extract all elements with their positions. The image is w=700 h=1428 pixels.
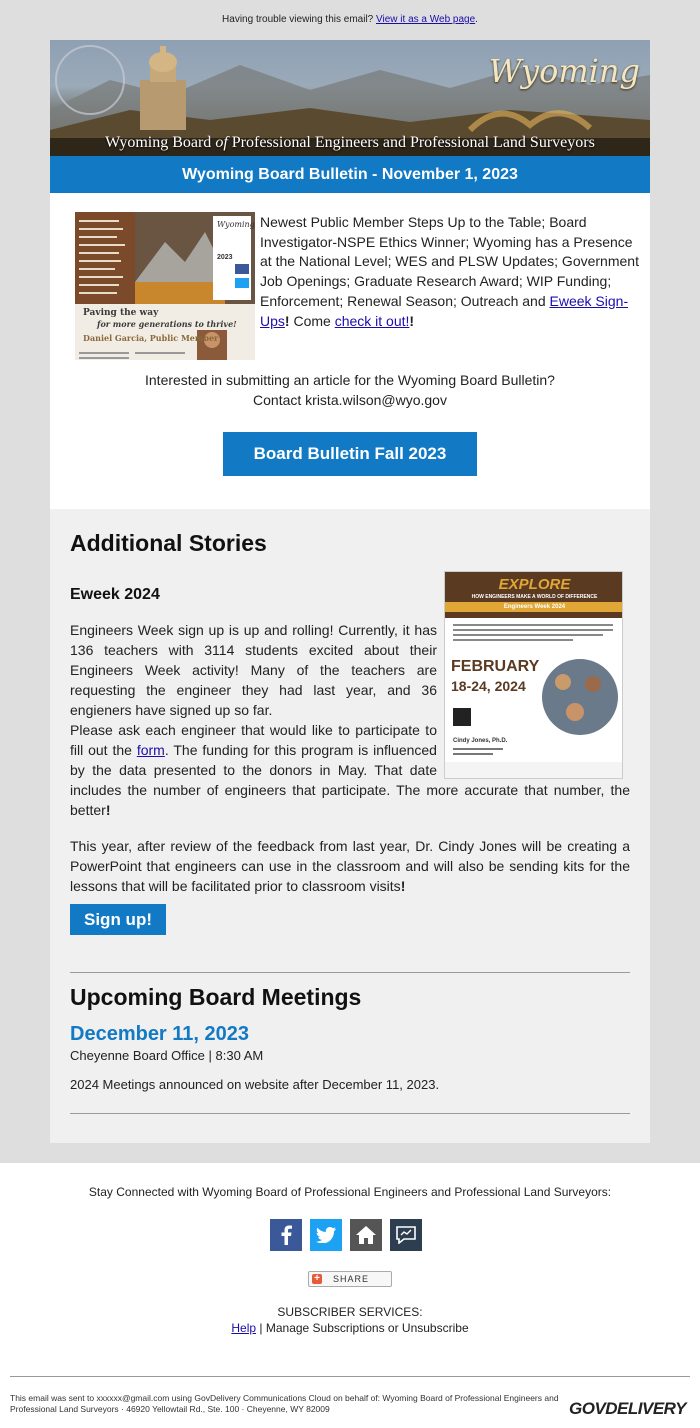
eweek-signups-link[interactable]: Eweek Sign-Ups — [260, 292, 629, 329]
stories-section — [50, 509, 650, 1143]
home-icon[interactable] — [350, 1219, 382, 1251]
subscriber-links: Help | Manage Subscriptions or Unsubscribe — [231, 1321, 469, 1335]
wyoming-logo: Wyoming — [488, 52, 640, 90]
meeting-location: Cheyenne Board Office | 8:30 AM — [70, 1048, 264, 1063]
intro-summary: Newest Public Member Steps Up to the Table; Board Investigator-NSPE Ethics Winner; Wyoming has a Presence at the National Level; WES and PLSW Updates; Government Job Openings; Graduate Research Award; WIP Funding; Enforcement; Renewal Season; Outreach and Eweek Sign-Ups! Come check it out!! — [260, 214, 639, 329]
legal-notice: This email was sent to xxxxxx@gmail.com using GovDelivery Communications Cloud on behalf of: Wyoming Board of Professional Engineers and Professional Land Surveyors · 46920 Yellowtail Rd., Ste. 100 · Cheyenne, WY 82009 — [10, 1393, 559, 1414]
facebook-icon[interactable] — [270, 1219, 302, 1251]
check-it-out-link[interactable]: check it out! — [334, 312, 410, 329]
thumbnail-logo: Wyoming — [217, 220, 255, 229]
web-view-link[interactable]: View it as a Web page — [376, 14, 476, 25]
plus-icon: + — [312, 1274, 322, 1284]
eweek-heading: Eweek 2024 — [70, 586, 160, 603]
poster-spacer — [437, 720, 630, 778]
meeting-date: December 11, 2023 — [70, 1023, 250, 1045]
section-divider — [70, 972, 630, 973]
poster-contact: Cindy Jones, Ph.D. — [453, 738, 508, 744]
thumbnail-tagline-2: for more generations to thrive! — [97, 319, 237, 329]
subscriber-services-heading: SUBSCRIBER SERVICES: — [277, 1305, 423, 1319]
meeting-announcement: 2024 Meetings announced on website after December 11, 2023. — [70, 1077, 440, 1092]
bulletin-title-bar: Wyoming Board Bulletin - November 1, 2023 — [50, 156, 650, 193]
form-link[interactable]: form — [136, 742, 165, 758]
thumbnail-name: Daniel Garcia, Public Member — [83, 333, 219, 343]
email-card — [50, 40, 650, 1143]
additional-stories-heading: Additional Stories — [70, 530, 267, 556]
manage-subscriptions-link[interactable]: Manage Subscriptions or Unsubscribe — [265, 1321, 469, 1335]
submission-contact: Interested in submitting an article for the Wyoming Board Bulletin? Contact krista.wilson@wyo.gov — [145, 372, 555, 408]
share-button[interactable]: + SHARE — [308, 1271, 392, 1287]
poster-month: FEBRUARY — [451, 658, 540, 675]
footer-divider — [10, 1376, 690, 1377]
eweek-paragraph-3: This year, after review of the feedback from last year, Dr. Cindy Jones will be creating a PowerPoint that engineers can use in the classroom and will also be sending kits for the lessons that will be facilitated prior to classroom visits! — [70, 838, 630, 894]
poster-dates: 18-24, 2024 — [451, 678, 526, 694]
twitter-icon[interactable] — [310, 1219, 342, 1251]
poster-explore: EXPLORE — [498, 576, 571, 593]
header-banner — [50, 40, 650, 156]
eweek-paragraph-2: Please ask each engineer that would like to participate to fill out the form. The funding for this program is influenced by the data presented to the donors in May. That date includes the number of engineers that participate. The more accurate that number, the better! — [70, 722, 630, 818]
email-footer — [0, 1163, 700, 1428]
help-link[interactable]: Help — [231, 1321, 257, 1335]
preheader: Having trouble viewing this email? View it as a Web page. — [222, 14, 478, 25]
govdelivery-logo: GOVDELIVERY — [569, 1399, 686, 1418]
thumbnail-tagline-1: Paving the way — [83, 308, 159, 318]
stay-connected-text: Stay Connected with Wyoming Board of Professional Engineers and Professional Land Surveyors: — [88, 1185, 612, 1199]
eweek-paragraph-1: Engineers Week sign up is up and rolling! Currently, it has 136 teachers with 3114 students excited about their Engineers Week activity! Many of the teachers are requesting the engineer they had last year, and 36 engieners have signed up so far. — [70, 622, 437, 718]
bulletin-cover-thumbnail[interactable] — [75, 212, 255, 360]
preheader-text: Having trouble viewing this email? — [222, 14, 374, 25]
sign-up-button[interactable]: Sign up! — [70, 904, 166, 935]
section-divider-bottom — [70, 1113, 630, 1114]
poster-week: Engineers Week 2024 — [503, 604, 566, 610]
banner-title: Wyoming Board of Professional Engineers and Professional Land Surveyors — [105, 134, 595, 151]
upcoming-meetings-heading: Upcoming Board Meetings — [70, 984, 362, 1010]
contact-icon[interactable] — [390, 1219, 422, 1251]
board-bulletin-button[interactable]: Board Bulletin Fall 2023 — [223, 432, 477, 476]
thumbnail-year: 2023 — [217, 254, 233, 261]
poster-subtitle: HOW ENGINEERS MAKE A WORLD OF DIFFERENCE — [471, 594, 598, 600]
